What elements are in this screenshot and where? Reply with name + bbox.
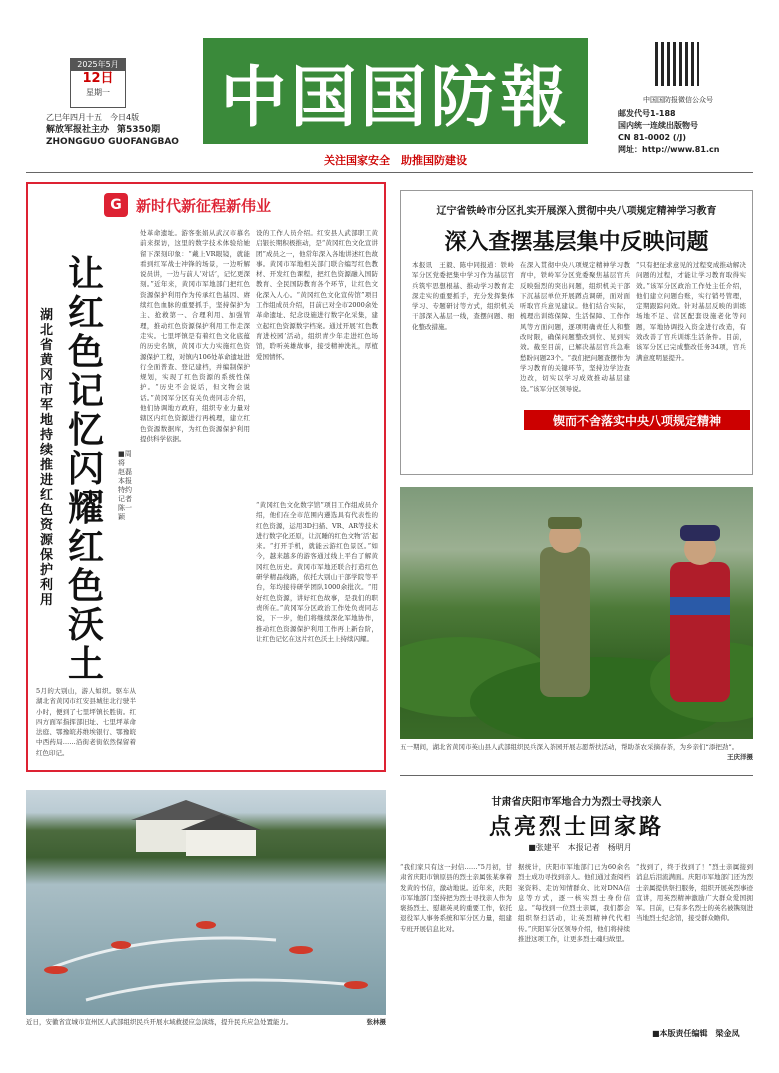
lunar-date: 乙巳年四月十五 [46, 113, 102, 122]
page-editor: ■本版责任编辑 梁金凤 [652, 1029, 740, 1038]
tea-garden-caption [400, 743, 753, 762]
newspaper-title: 中国国防報 [220, 57, 571, 136]
right-column-divider [400, 775, 753, 776]
article2-column-1: 本报讯 王毅、陈中同报道：铁岭军分区党委把集中学习作为基层官兵筑牢思想根基、推动学习教育走深走实的重要抓手，充分发挥集体学习、专题研讨等方式，组织机关干部深入基层一线，查摆问题、细化整改措施。 [412, 261, 514, 331]
date-year-month: 2025年5月 [71, 59, 125, 71]
lead-article-subtitle: 湖北省黄冈市军地持续推进红色资源保护利用 [40, 308, 54, 608]
masthead-divider [26, 172, 753, 173]
photo1-caption-text: 五一期间，湖北省黄冈市英山县人武部组织民兵深入茶园开展志愿帮扶活动，帮助茶农采摘春茶，为乡亲们“添把劲”。 [400, 743, 739, 751]
lead-article-column-1: 5月的大别山，游人如织。驱车从湖北省黄冈市红安县城往北行驶半小时，便到了七里坪镇长胜街。红四方面军指挥部旧址、七里坪革命法庭、鄂豫皖苏维埃银行、鄂豫皖中西药局……沿街老街依然保留着红色印记。 [36, 687, 136, 757]
article3-column-3: “找到了，终于找到了！”烈士亲属接到消息后泪流满面。庆阳市军地部门还为烈士亲属提供祭扫服务，组织开展英烈事迹宣讲，用英烈精神激励广大群众爱国拥军。目前，已有多名烈士的英名被镌刻进当地烈士纪念馆，接受群众瞻仰。 [636, 863, 753, 923]
date-day: 12日 [82, 71, 114, 86]
website[interactable]: 网址：http://www.81.cn [618, 145, 720, 154]
lead-article-column-4: “黄冈红色文化数字馆”项目工作组成员介绍，他们在全市范围内遴选具有代表性的红色资源，运用3D扫描、VR、AR等技术进行数字化还原，让沉睡的红色文物‘活’起来。“打开手机，就能云游红色景区。”如今，越来越多的游客通过线上平台了解黄冈红色历史。黄冈市军地还联合打造红色研学精品线路，依托大别山干部学院等平台，年均接待研学团队1000余批次。“用好红色资源，讲好红色故事，是我们的职责所在。”黄冈军分区政治工作处负责同志说，下一步，他们将继续深化军地协作，推动红色资源保护利用工作再上新台阶，让红色记忆在这片红色沃土上持续闪耀。 [256, 501, 378, 643]
tea-garden-photo[interactable] [400, 487, 753, 739]
edition-info: 今日4版 [110, 113, 140, 122]
article3-column-2: 据统计，庆阳市军地部门已为60余名烈士成功寻找到亲人。他们通过查阅档案资料、走访知情群众、比对DNA信息等方式，逐一核实烈士身份信息。“每找到一位烈士亲属，我们都会组织祭扫活动，让英烈精神代代相传。”庆阳军分区领导介绍，他们将持续推进这项工作，让更多烈士魂归故里。 [518, 863, 630, 944]
publisher: 解放军报社主办 [46, 125, 110, 135]
masthead-logo [203, 38, 588, 144]
article2-column-2: 在深入贯彻中央八项规定精神学习教育中，铁岭军分区党委聚焦基层官兵反映强烈的突出问题，组织机关干部下沉基层单位开展蹲点调研，面对面听取官兵意见建议。他们结合实际，梳理出训练保障、生活保障、工作作风等方面问题，逐项明确责任人和整改时限，确保问题整改到位、见到实效。截至目前，已解决基层官兵急难愁盼问题23个。“我们把问题查摆作为学习教育的关键环节，坚持边学边查边改，切实以学习成效推动基层建设。”该军分区领导说。 [520, 261, 630, 393]
photo2-caption-text: 近日，安徽省宣城市宣州区人武部组织民兵开展水域救援应急演练，提升民兵应急处置能力。 [26, 1018, 293, 1026]
river-drill-photo[interactable] [26, 790, 386, 1015]
issue-number: 第5350期 [117, 125, 161, 135]
article2-banner: 锲而不舍落实中央八项规定精神 [524, 410, 750, 430]
cn-code: CN 81-0002 (/J) [618, 133, 687, 142]
section-badge-icon: G [104, 193, 128, 217]
lead-article-title[interactable]: 让红色记忆闪耀红色沃土 [68, 253, 105, 685]
article2-kicker: 辽宁省铁岭市分区扎实开展深入贯彻中央八项规定精神学习教育 [436, 206, 717, 217]
pinyin-title: ZHONGGUO GUOFANGBAO [46, 137, 179, 147]
article2-title[interactable]: 深入查摆基层集中反映问题 [444, 230, 709, 255]
article3-byline: ■张建平 本报记者 杨明月 [528, 843, 632, 852]
tea-garden-illustration [400, 487, 753, 739]
lead-article-column-2: 处革命遗址。游客张娟从武汉市慕名前来探访，这里的数字技术体验给她留下深刻印象：“戴上VR眼镜，就能看到红军战士冲锋的场景，一边听解说员讲，一边与前人‘对话’，记忆更深刻。”近年来，黄冈市军地部门把红色资源保护利用作为传承红色基因、赓续红色血脉的重要抓手，坚持保护为主、抢救第一、合理利用、加强管理，推动红色资源保护利用工作走深走实。七里坪镇是有着红色文化底蕴的历史名镇，黄冈市大力实施红色资源保护工程，对镇内106处革命遗址进行全面普查、登记建档，并编制保护规划，实现了红色资源的系统性保护。“历史不会说话，但文物会说话。”黄冈军分区有关负责同志介绍，他们协调地方政府，组织专业力量对辖区内红色资源进行再梳理，建立红色资源数据库，为红色资源保护利用提供科学依据。 [140, 229, 250, 443]
date-box [70, 58, 126, 108]
section-label: 新时代新征程新伟业 [136, 196, 272, 215]
date-weekday: 星期一 [86, 88, 110, 97]
postal-code: 邮发代号1-188 [618, 109, 676, 118]
publication-info-right [618, 108, 768, 156]
article3-column-1: “我们家只有这一封信……”5月初，甘肃省庆阳市镇原县的烈士亲属张某拿着发黄的书信，激动地说。近年来，庆阳市军地部门坚持把为烈士寻找亲人作为褒扬烈士、慰藉英灵的重要工作，依托退役军人事务系统和军分区力量，组建专班开展信息比对。 [400, 863, 512, 933]
lead-article-column-3: 设的工作人员介绍。红安县人武部职工黄启银长期积极推动，是“黄冈红色文化宣讲团”成员之一，他常年深入各地讲述红色故事。黄冈市军地相关部门联合编写红色教材、开发红色课程，把红色资源融入国防教育、全民国防教育各个环节，让红色文化深入人心。“黄冈红色文化宣传馆”项目工作组成员介绍，目前已对全市2000余处革命遗址、纪念设施进行数字化采集，建立起红色资源数字档案。通过开展‘红色教育进校园’活动，组织青少年走进红色场馆，聆听英雄故事，接受精神洗礼，厚植爱国情怀。 [256, 229, 378, 361]
masthead-slogan: 关注国家安全 助推国防建设 [324, 154, 467, 167]
qr-caption: 中国国防报微信公众号 [643, 96, 713, 104]
river-drill-caption [26, 1018, 386, 1028]
qr-code-icon[interactable] [655, 42, 699, 86]
article3-kicker: 甘肃省庆阳市军地合力为烈士寻找亲人 [491, 797, 662, 808]
photo1-credit: 王庆洋摄 [727, 752, 753, 761]
section-header [104, 192, 314, 218]
article3-title[interactable]: 点亮烈士回家路 [488, 814, 664, 840]
publication-info-left [46, 112, 196, 148]
photo2-credit: 张林摄 [366, 1018, 386, 1026]
serial-code: 国内统一连续出版物号 [618, 121, 698, 130]
lead-article-byline: ■周 将 赵磊 本报特约记者 陈一颖 [118, 450, 139, 521]
article2-column-3: “只有把征求意见的过程变成推动解决问题的过程，才能让学习教育取得实效。”该军分区政治工作处主任介绍，他们建立问题台账，实行销号管理，定期跟踪问效。针对基层反映的训练场地不足、营区配套设施老化等问题，军地协调投入资金进行改造，有效改善了官兵训练生活条件。目前，该军分区已完成整改任务34项，官兵满意度明显提升。 [636, 261, 746, 362]
river-drill-illustration [26, 790, 386, 1015]
